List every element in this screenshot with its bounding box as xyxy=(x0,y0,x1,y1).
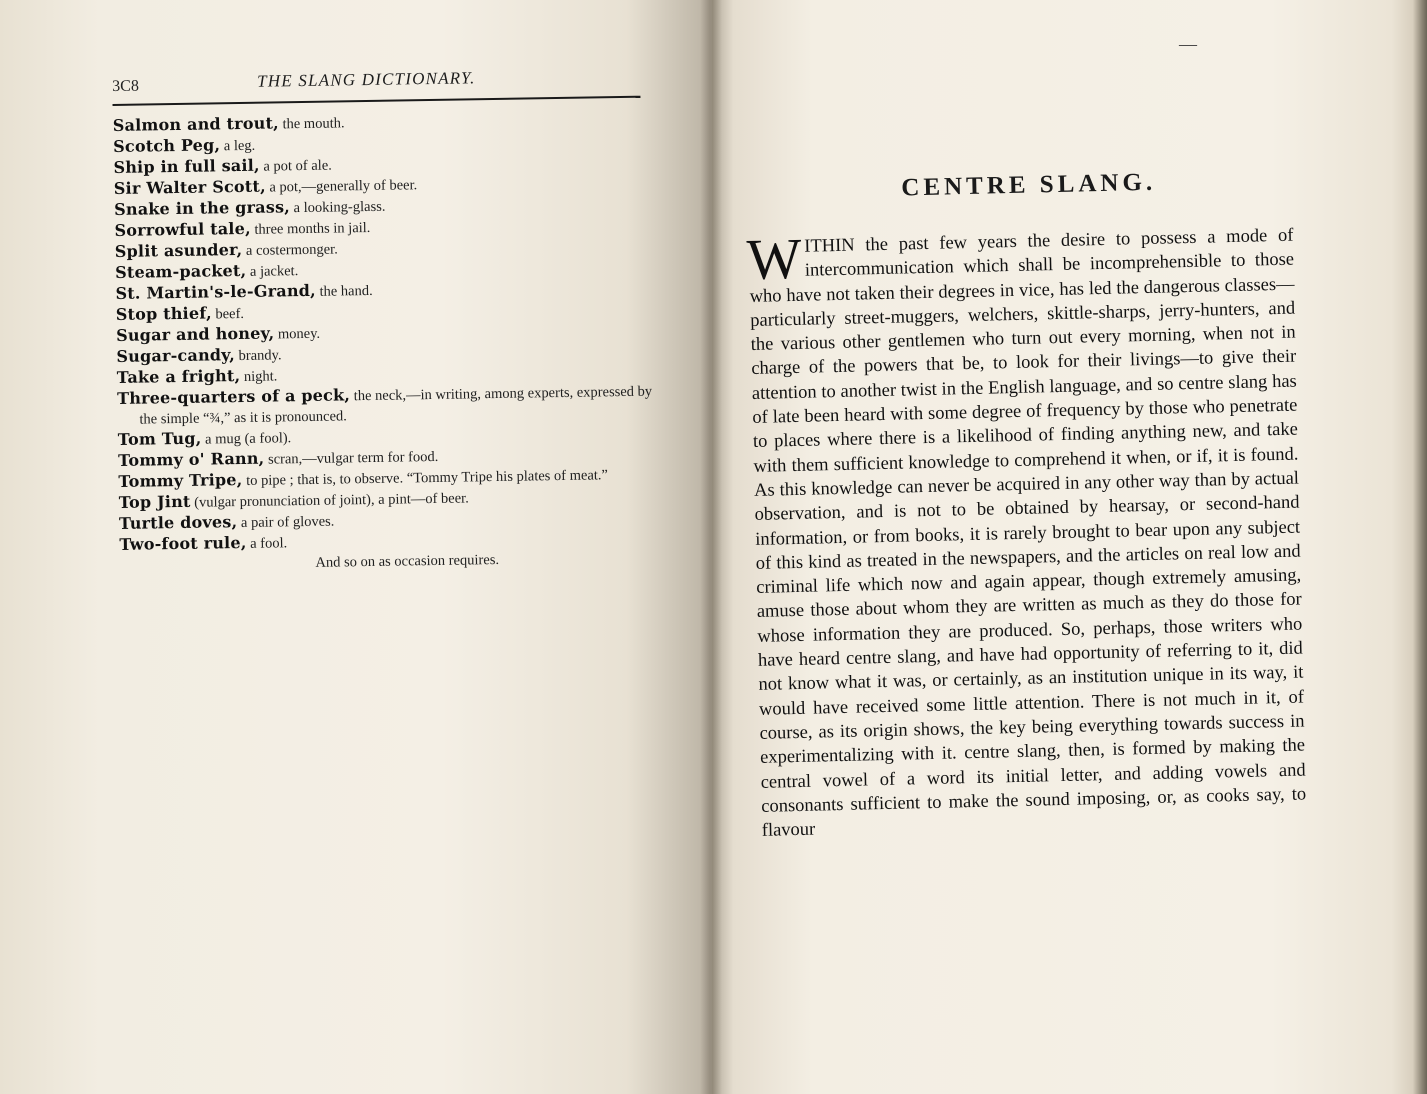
entry-definition: money. xyxy=(274,325,321,343)
entry-term: Sugar and honey, xyxy=(115,323,275,345)
header-rule xyxy=(113,96,641,106)
entry-term: Sugar-candy, xyxy=(116,345,236,366)
entry-definition: a pot of ale. xyxy=(259,157,332,175)
entry-term: Split asunder, xyxy=(114,239,243,261)
right-page xyxy=(712,0,1427,1094)
running-title: THE SLANG DICTIONARY. xyxy=(257,68,476,91)
entry-term: Stop thief, xyxy=(115,303,212,324)
entry-definition: a pot,—generally of beer. xyxy=(265,177,418,196)
entry-term: Top Jint xyxy=(118,491,191,512)
entry-definition: the hand. xyxy=(315,282,373,300)
entry-term: Ship in full sail, xyxy=(113,155,260,177)
body-paragraph xyxy=(748,224,1307,844)
entry-term: Sir Walter Scott, xyxy=(113,176,266,198)
entry-term: Snake in the grass, xyxy=(114,197,291,219)
left-page-content xyxy=(112,64,655,590)
entry-definition: brandy. xyxy=(234,347,282,365)
page-number: 3C8 xyxy=(112,77,140,95)
book-gutter xyxy=(700,0,722,1094)
entry-definition: (vulgar pronunciation of joint), a pint—of beer. xyxy=(190,490,469,511)
drop-cap: W xyxy=(746,225,803,293)
left-page xyxy=(0,0,712,1094)
entry-definition: a leg. xyxy=(220,137,256,155)
entry-term: Scotch Peg, xyxy=(113,135,221,156)
entry-term: Take a fright, xyxy=(116,366,241,387)
entry-definition: a costermonger. xyxy=(242,241,338,259)
entry-term: St. Martin's-le-Grand, xyxy=(115,280,317,303)
entry-term: Two-foot rule, xyxy=(119,532,247,554)
entry-term: Tommy o' Rann, xyxy=(117,448,265,470)
closing-line: And so on as occasion requires. xyxy=(315,551,500,571)
dictionary-entries xyxy=(113,108,655,556)
body-text: ITHIN the past few years the desire to possess a mode of intercommunication which shall be incomprehensible to those who have not taken their degrees in vice, has led the dangerous classes—particularly street-muggers, welchers, skittle-sharps, jerry-hunters, and the various other gentlemen who turn out every morning, when not in charge of the powers that be, to look for their livings—to give their attention to another twist in the English language, and so centre slang has of late been heard with some degree of frequency by those who penetrate to places where there is a likelihood of finding anything new, and take with them sufficient knowledge to comprehend it when, or if, it is found. As this knowledge can never be acquired in any other way than by actual observation, and is not to be obtained by hearsay, or second-hand information, or from books, it is rarely brought to bear upon any subject of this kind as treated in the newspapers, and the articles on real low and criminal life which now and again appear, though extremely amusing, amuse those about whom they are written as much as they do those for whose information they are produced. So, perhaps, those writers who have heard centre slang, and have had opportunity of referring to it, did not know what it was, or certainly, as an institution unique in its way, it would have received some little attention. There is not much in it, of course, as its origin shows, the key being everything towards success in experimentalizing with it. centre slang, then, is formed by making the central vowel of a word its initial letter, and adding vowels and consonants sufficient to make the sound imposing, or, as cooks say, to flavour xyxy=(749,225,1307,841)
entry-definition: the mouth. xyxy=(278,115,345,133)
chapter-title: CENTRE SLANG. xyxy=(901,168,1157,202)
entry-definition: beef. xyxy=(211,305,245,323)
entry-definition: night. xyxy=(240,368,278,386)
entry-term: Turtle doves, xyxy=(118,512,238,533)
entry-term: Steam-packet, xyxy=(115,260,247,282)
entry-definition: scran,—vulgar term for food. xyxy=(264,448,439,468)
header-mark: — xyxy=(1179,34,1197,54)
entry-term: Salmon and trout, xyxy=(112,113,280,135)
entry-definition: a pair of gloves. xyxy=(237,513,335,532)
running-head xyxy=(112,64,647,98)
entry-definition: a fool. xyxy=(246,535,288,552)
entry-definition: a jacket. xyxy=(246,263,299,280)
entry-definition: three months in jail. xyxy=(250,219,371,238)
entry-term: Tommy Tripe, xyxy=(118,470,243,491)
entry-definition: a looking-glass. xyxy=(289,198,386,217)
entry-term: Sorrowful tale, xyxy=(114,218,251,240)
entry-term: Three-quarters of a peck, xyxy=(116,385,351,408)
entry-definition: to pipe ; that is, to observe. “Tommy Tripe his plates of meat.” xyxy=(242,467,609,489)
entry-definition: a mug (a fool). xyxy=(201,430,292,448)
entry-term: Tom Tug, xyxy=(117,428,202,449)
right-page-content xyxy=(747,166,1307,844)
entry-definition: the neck,—in writing, among experts, expressed by the simple “¾,” as it is pronounced. xyxy=(139,383,653,428)
